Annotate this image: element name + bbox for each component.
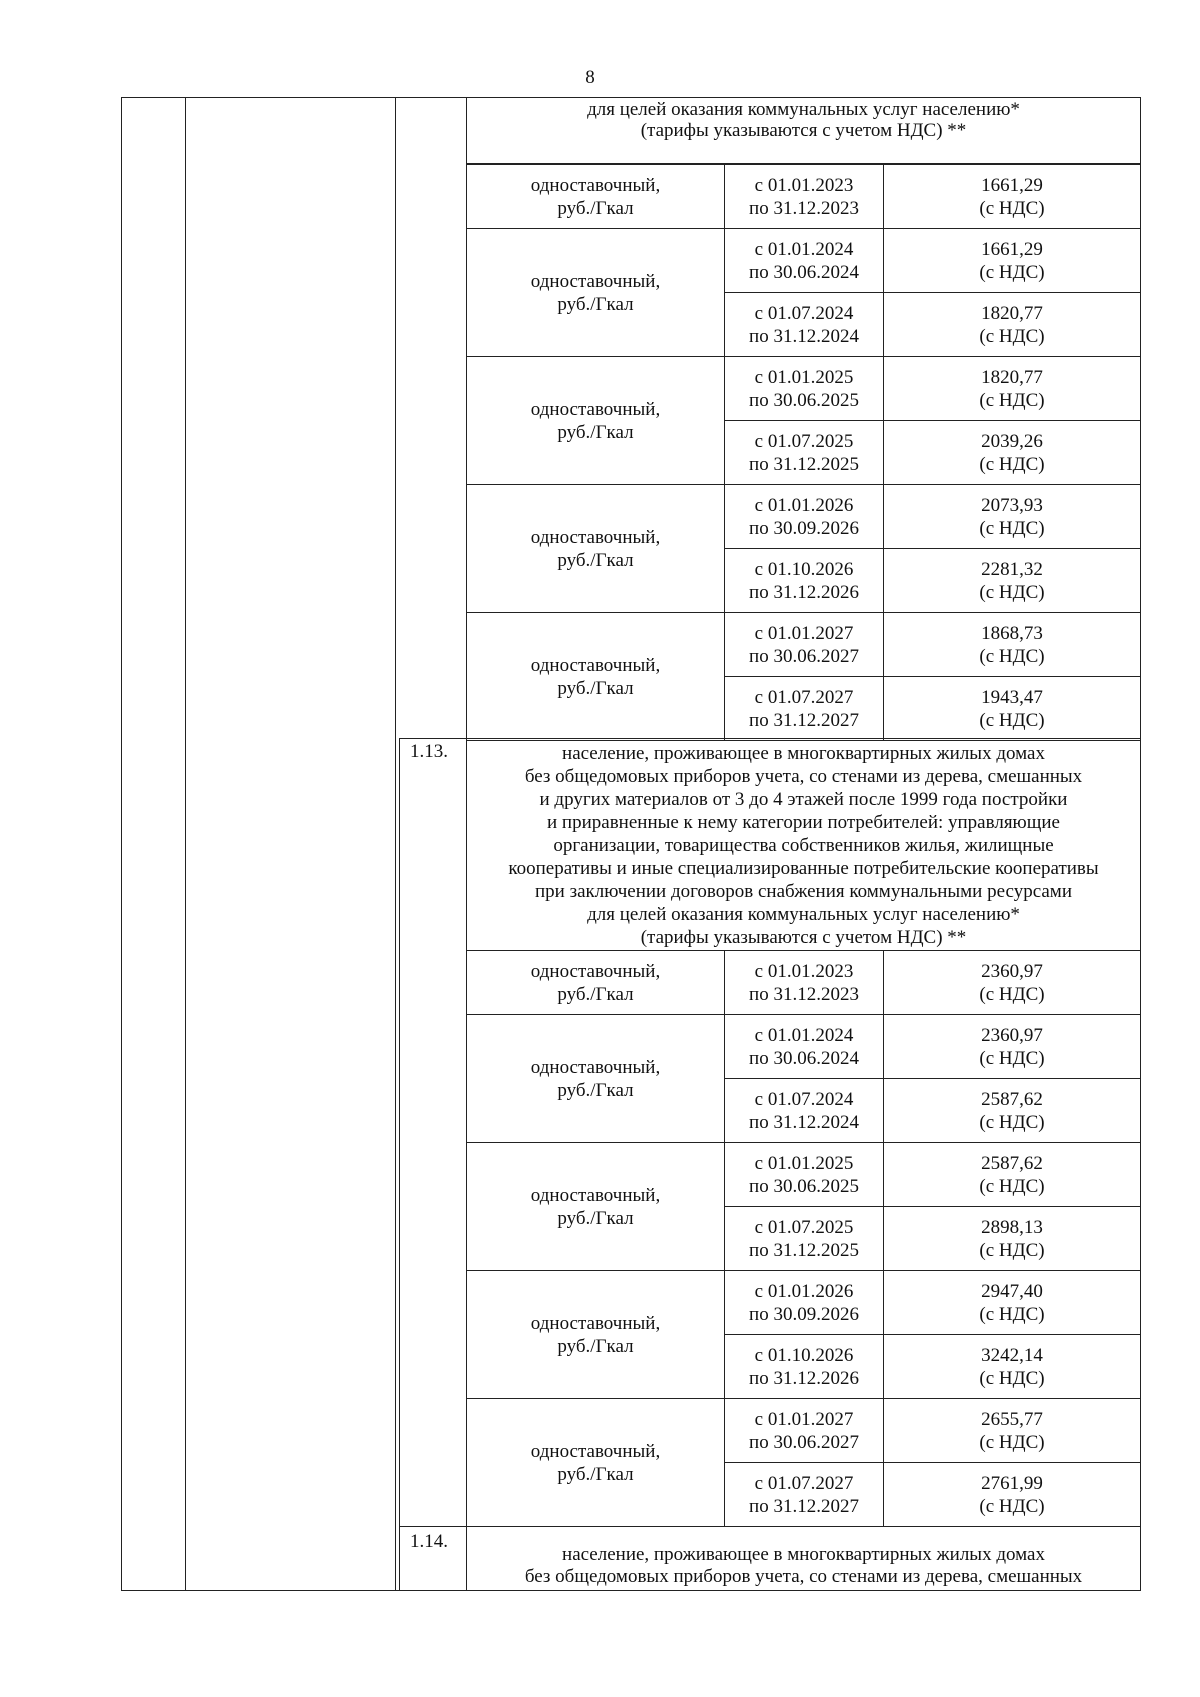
tariff-type-cell: одноставочный, руб./Гкал <box>466 1142 725 1271</box>
tariff-type-cell: одноставочный, руб./Гкал <box>466 612 725 741</box>
tariff-type-cell: одноставочный, руб./Гкал <box>466 1398 725 1527</box>
tariff-value-cell: 2360,97 (с НДС) <box>883 950 1141 1015</box>
tariff-value-cell: 1943,47 (с НДС) <box>883 676 1141 741</box>
tariff-type-cell: одноставочный, руб./Гкал <box>466 950 725 1015</box>
section-title-cell <box>466 97 1141 164</box>
period-cell: с 01.07.2027 по 31.12.2027 <box>724 1462 884 1527</box>
period-cell: с 01.01.2025 по 30.06.2025 <box>724 1142 884 1207</box>
period-cell: с 01.01.2026 по 30.09.2026 <box>724 1270 884 1335</box>
tariff-value-cell: 2281,32 (с НДС) <box>883 548 1141 613</box>
tariff-value-cell: 2587,62 (с НДС) <box>883 1142 1141 1207</box>
tariff-value-cell: 1868,73 (с НДС) <box>883 612 1141 677</box>
tariff-value-cell: 3242,14 (с НДС) <box>883 1334 1141 1399</box>
column-divider <box>395 98 396 1590</box>
period-cell: с 01.01.2026 по 30.09.2026 <box>724 484 884 549</box>
period-cell: с 01.01.2024 по 30.06.2024 <box>724 1014 884 1079</box>
tariff-type-cell: одноставочный, руб./Гкал <box>466 164 725 229</box>
tariff-value-cell: 2947,40 (с НДС) <box>883 1270 1141 1335</box>
period-cell: с 01.01.2023 по 31.12.2023 <box>724 164 884 229</box>
tariff-value-cell: 1820,77 (с НДС) <box>883 356 1141 421</box>
column-divider <box>185 98 186 1590</box>
tariff-type-cell: одноставочный, руб./Гкал <box>466 228 725 357</box>
period-cell: с 01.01.2025 по 30.06.2025 <box>724 356 884 421</box>
page-number: 8 <box>585 67 595 88</box>
tariff-value-cell: 1820,77 (с НДС) <box>883 292 1141 357</box>
section-title: для целей оказания коммунальных услуг населению* (тарифы указываются с учетом НДС) ** <box>587 99 1020 141</box>
section-number-114: 1.14. <box>410 1531 448 1552</box>
tariff-value-cell: 2655,77 (с НДС) <box>883 1398 1141 1463</box>
period-cell: с 01.07.2027 по 31.12.2027 <box>724 676 884 741</box>
period-cell: с 01.07.2024 по 31.12.2024 <box>724 1078 884 1143</box>
section-114-title: население, проживающее в многоквартирных жилых домах без общедомовых приборов учета, со стенами из дерева, смешанных <box>524 1544 1083 1587</box>
tariff-value-cell: 2073,93 (с НДС) <box>883 484 1141 549</box>
tariff-value-cell: 2360,97 (с НДС) <box>883 1014 1141 1079</box>
period-cell: с 01.01.2024 по 30.06.2024 <box>724 228 884 293</box>
period-cell: с 01.10.2026 по 31.12.2026 <box>724 548 884 613</box>
tariff-value-cell: 1661,29 (с НДС) <box>883 228 1141 293</box>
tariff-type-cell: одноставочный, руб./Гкал <box>466 484 725 613</box>
period-cell: с 01.07.2024 по 31.12.2024 <box>724 292 884 357</box>
tariff-value-cell: 2898,13 (с НДС) <box>883 1206 1141 1271</box>
tariff-type-cell: одноставочный, руб./Гкал <box>466 1270 725 1399</box>
period-cell: с 01.07.2025 по 31.12.2025 <box>724 1206 884 1271</box>
tariff-type-cell: одноставочный, руб./Гкал <box>466 356 725 485</box>
tariff-value-cell: 2039,26 (с НДС) <box>883 420 1141 485</box>
section-number-113: 1.13. <box>410 741 448 762</box>
tariff-value-cell: 1661,29 (с НДС) <box>883 164 1141 229</box>
tariff-type-cell: одноставочный, руб./Гкал <box>466 1014 725 1143</box>
period-cell: с 01.01.2027 по 30.06.2027 <box>724 1398 884 1463</box>
period-cell: с 01.01.2023 по 31.12.2023 <box>724 950 884 1015</box>
section-113-title: население, проживающее в многоквартирных жилых домах без общедомовых приборов учета, со стенами из дерева, смешанных и других материалов от 3 до 4 этажей после 1999 года постройки и приравненные к нему категории потребителей: управляющие организации, товарищества собственников жилья, жилищные кооперативы и иные специализированные потребительские кооперативы при заключении договоров снабжения коммунальными ресурсами для целей оказания коммунальных услуг населению* (тарифы указываются с учетом НДС) ** <box>508 743 1099 948</box>
period-cell: с 01.01.2027 по 30.06.2027 <box>724 612 884 677</box>
period-cell: с 01.07.2025 по 31.12.2025 <box>724 420 884 485</box>
tariff-value-cell: 2761,99 (с НДС) <box>883 1462 1141 1527</box>
period-cell: с 01.10.2026 по 31.12.2026 <box>724 1334 884 1399</box>
tariff-value-cell: 2587,62 (с НДС) <box>883 1078 1141 1143</box>
